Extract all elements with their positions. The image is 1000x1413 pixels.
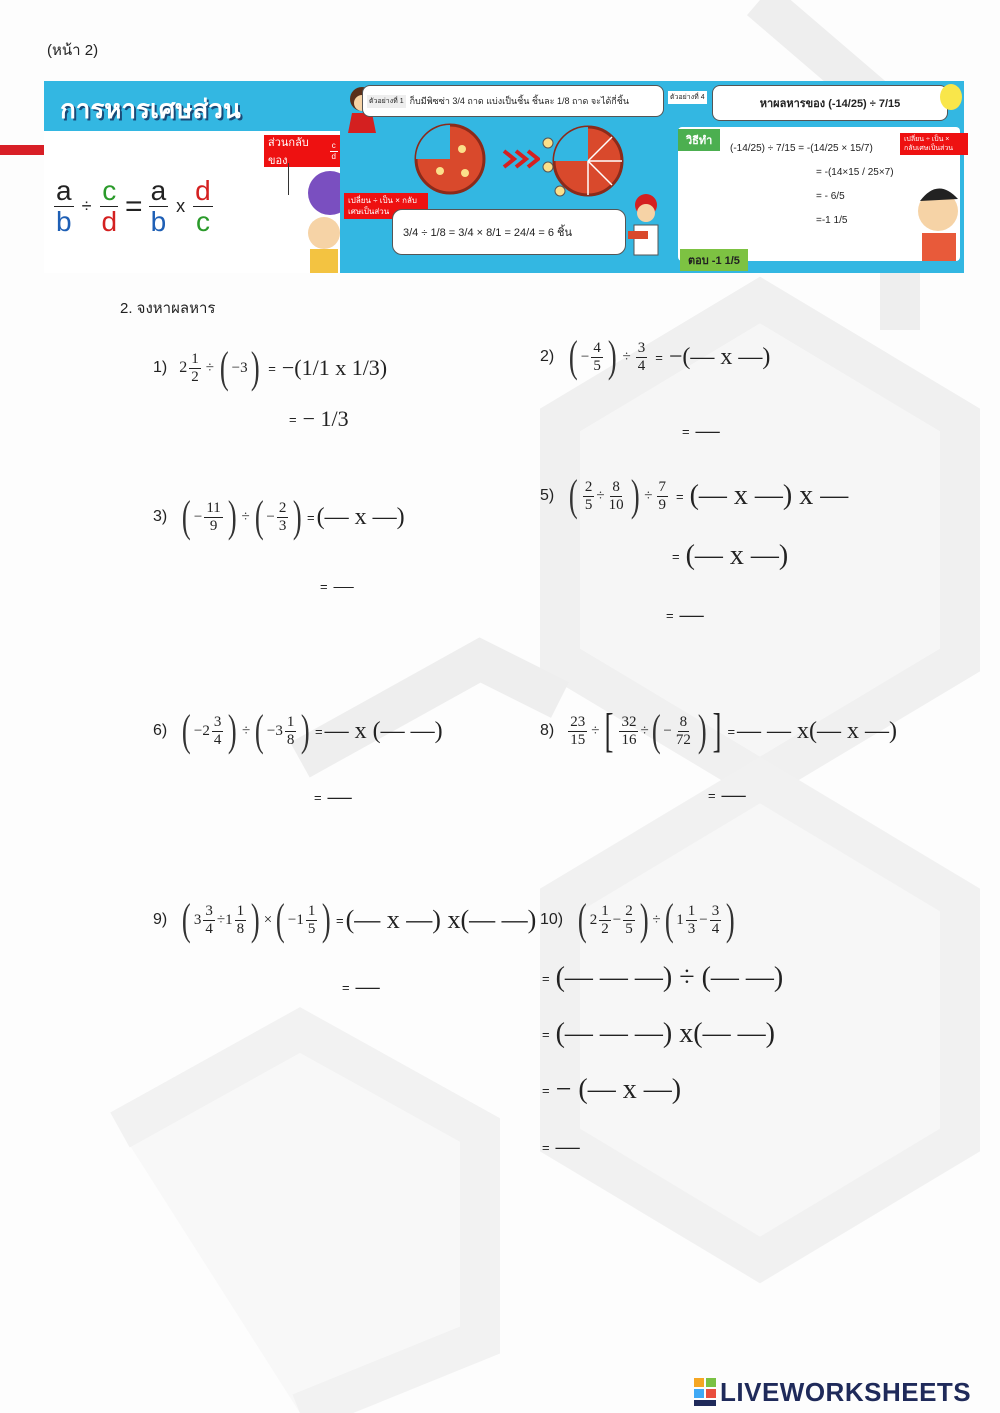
formula-panel (44, 81, 340, 273)
answer-10-line1[interactable]: (— — —) ÷ (— —) (555, 962, 784, 993)
answer-8-line1[interactable]: — — x(— x —) (737, 717, 898, 744)
answer-5-line1[interactable]: (— x —) x — (689, 480, 849, 511)
question-3-step2: = — (320, 575, 354, 597)
question-5-expression: ( 2 5 ÷ 8 10 ) ÷ $\frac{7}{9}$ (569, 471, 667, 520)
question-10-step3: = (— — —) x(— —) (542, 1018, 775, 1049)
instruction-text: 2. จงหาผลหาร (120, 300, 216, 317)
liveworksheets-logo[interactable] (694, 1376, 971, 1408)
answer-1-line1[interactable]: −(1/1 x 1/3) (281, 355, 388, 380)
pizza-icon (410, 121, 490, 197)
question-3: 3) ( − 11 9 ) ÷ ( − 2 3 ) = (— x —) (153, 492, 405, 541)
answer-8-line2[interactable]: — (721, 782, 746, 808)
question-9-expression: ( 3 3 4 ÷1 1 8 ) × ( −1 1 5 ) (182, 895, 332, 944)
example2-box: หาผลหารของ (-14/25) ÷ 7/15 (712, 85, 948, 121)
answer-5-line2[interactable]: (— x —) (685, 540, 789, 571)
answer-3-line1[interactable]: (— x —) (316, 503, 405, 530)
answer-3-line2[interactable]: — (333, 575, 354, 597)
question-6-step2: = — (314, 784, 352, 810)
question-6: 6) ( −2 3 4 ) ÷ ( −3 1 8 ) = — x (— —) (153, 706, 443, 755)
page-label: (หน้า 2) (47, 42, 99, 59)
question-2-expression: ( − 4 5 ) ÷ $\frac{3}{4}$ (569, 332, 646, 381)
answer-6-line1[interactable]: — x (— —) (324, 717, 443, 744)
question-5-step2: = (— x —) (672, 540, 789, 571)
question-3-expression: ( − 11 9 ) ÷ ( − 2 3 ) (182, 492, 303, 541)
question-8: 8) $\frac{23}{15}$ ÷ [ 32 16 ÷ ( − 8 72 ) ] = — — x(— x —) (540, 704, 898, 757)
answer-6-line2[interactable]: — (327, 784, 352, 810)
banner-title: การหารเศษส่วน (60, 94, 241, 124)
question-8-expression: $\frac{23}{15}$ ÷ [ 32 16 ÷ ( − 8 72 ) ] (570, 704, 722, 757)
question-9: 9) ( 3 3 4 ÷1 1 8 ) × ( −1 1 5 ) = (— x —) x(— —) (153, 895, 537, 944)
method-steps: (-14/25) ÷ 7/15 = -(14/25 × 15/7) = -(14×15 / 25×7) = - 6/5 =-1 1/5 (730, 143, 894, 226)
question-10-step5: = — (542, 1134, 580, 1160)
question-10: 10) ( 2 1 2 − 2 5 ) ÷ ( 1 1 3 − 3 4 ) (540, 898, 738, 942)
question-1-step2: = − 1/3 (289, 406, 349, 431)
arrow-chevrons-icon (502, 149, 540, 169)
cartoon-thinking-boy-icon (912, 177, 964, 261)
answer-tag: ตอบ -1 1/5 (680, 249, 748, 271)
question-5-step3: = — (666, 602, 704, 628)
example2-tag: ตัวอย่างที่ 4 (668, 91, 707, 104)
cartoon-boy-icon (300, 163, 340, 273)
answer-9-line1[interactable]: (— x —) x(— —) (345, 905, 537, 934)
example1-calc-box: 3/4 ÷ 1/8 = 3/4 × 8/1 = 24/4 = 6 ชิ้น (392, 209, 626, 255)
lesson-banner (44, 81, 964, 273)
question-10-expression: ( 2 1 2 − 2 5 ) ÷ ( 1 1 3 − 3 4 ) (578, 895, 735, 944)
pizza-delivery-boy-icon (624, 191, 664, 271)
answer-10-line3[interactable]: − (— x —) (555, 1074, 682, 1105)
question-8-step2: = — (708, 782, 746, 808)
liveworksheets-logo-icon (694, 1376, 718, 1408)
answer-10-line2[interactable]: (— — —) x(— —) (555, 1018, 775, 1049)
division-formula: $\frac{a}{b}$ ÷ $\frac{c}{d}$ = $\frac{a}{b}$ x d c (56, 175, 211, 237)
method-tag: วิธีทำ (678, 129, 720, 151)
liveworksheets-brand: LIVEWORKSHEETS (720, 1376, 972, 1407)
question-2-step2: = — (682, 418, 720, 444)
answer-1-line2[interactable]: − 1/3 (302, 406, 349, 431)
change-tag: เปลี่ยน ÷ เป็น × กลับเศษเป็นส่วน (344, 193, 428, 219)
example1-box: ตัวอย่างที่ 1 ก็บมีพิซซ่า 3/4 ถาด แบ่งเป็นชิ้น ชิ้นละ 1/8 ถาด จะได้กี่ชิ้น (362, 85, 664, 117)
question-5: 5) ( 2 5 ÷ 8 10 ) ÷ $\frac{7}{9}$ = (— x —) x — (540, 471, 849, 520)
balloon-icon (938, 83, 964, 117)
answer-2-line1[interactable]: −(— x —) (668, 343, 771, 370)
question-6-expression: ( −2 3 4 ) ÷ ( −3 1 8 ) (182, 706, 311, 755)
answer-2-line2[interactable]: — (695, 418, 720, 444)
example2-panel (668, 81, 964, 273)
reciprocal-tag: ส่วนกลับของ c d (264, 135, 344, 167)
change-tag-2: เปลี่ยน ÷ เป็น × กลับเศษเป็นส่วน (900, 133, 968, 155)
question-1: 1) 2 $\frac{1}{2}$ ÷ ( −3 ) = −(1/1 x 1/3) (153, 343, 388, 392)
answer-10-line4[interactable]: — (555, 1134, 580, 1160)
question-10-step2: = (— — —) ÷ (— —) (542, 962, 784, 993)
question-9-step2: = — (342, 974, 380, 1000)
question-1-expression: 2 $\frac{1}{2}$ ÷ ( −3 ) (179, 343, 260, 392)
question-2: 2) ( − 4 5 ) ÷ $\frac{3}{4}$ = −(— x —) (540, 332, 771, 381)
pizza-example-panel (340, 81, 668, 273)
question-10-step4: = − (— x —) (542, 1074, 682, 1105)
answer-5-line3[interactable]: — (679, 602, 704, 628)
answer-9-line2[interactable]: — (355, 974, 380, 1000)
pizza-sliced-icon (540, 119, 630, 201)
accent-bar (0, 145, 44, 155)
